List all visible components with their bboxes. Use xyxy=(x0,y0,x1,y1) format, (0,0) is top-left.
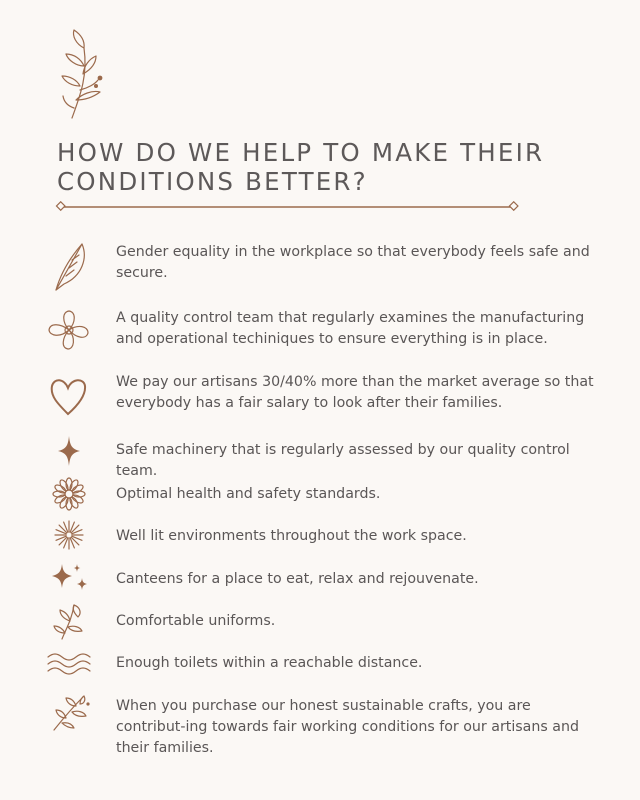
item-text: Enough toilets within a reachable distance. xyxy=(116,655,423,671)
item-text: Gender equality in the workplace so that everybody feels safe and secure. xyxy=(116,244,590,281)
sunburst-icon xyxy=(44,518,94,564)
sparkle-icon xyxy=(44,434,94,480)
leaf-icon xyxy=(44,240,94,286)
branch-icon xyxy=(44,690,94,736)
item-text: Canteens for a place to eat, relax and rejouvenate. xyxy=(116,571,479,587)
heart-icon xyxy=(44,374,94,420)
flower-icon xyxy=(44,308,94,354)
item-text: Comfortable uniforms. xyxy=(116,613,276,629)
item-text: Optimal health and safety standards. xyxy=(116,486,381,502)
item-text: A quality control team that regularly examines the manufacturing and operational techiniques to ensure everything is in place. xyxy=(116,310,585,347)
item-text: Safe machinery that is regularly assessed by our quality control team. xyxy=(116,442,570,479)
page-title: HOW DO WE HELP TO MAKE THEIR CONDITIONS BETTER? xyxy=(57,138,545,196)
item-text: We pay our artisans 30/40% more than the market average so that everybody has a fair salary to look after their families. xyxy=(116,374,594,411)
item-text: Well lit environments throughout the work space. xyxy=(116,528,467,544)
item-text: When you purchase our honest sustainable crafts, you are contribut-ing towards fair working conditions for our artisans and their families. xyxy=(116,698,579,756)
small-leaf-sprig-icon xyxy=(44,601,94,647)
daisy-icon xyxy=(44,476,94,522)
